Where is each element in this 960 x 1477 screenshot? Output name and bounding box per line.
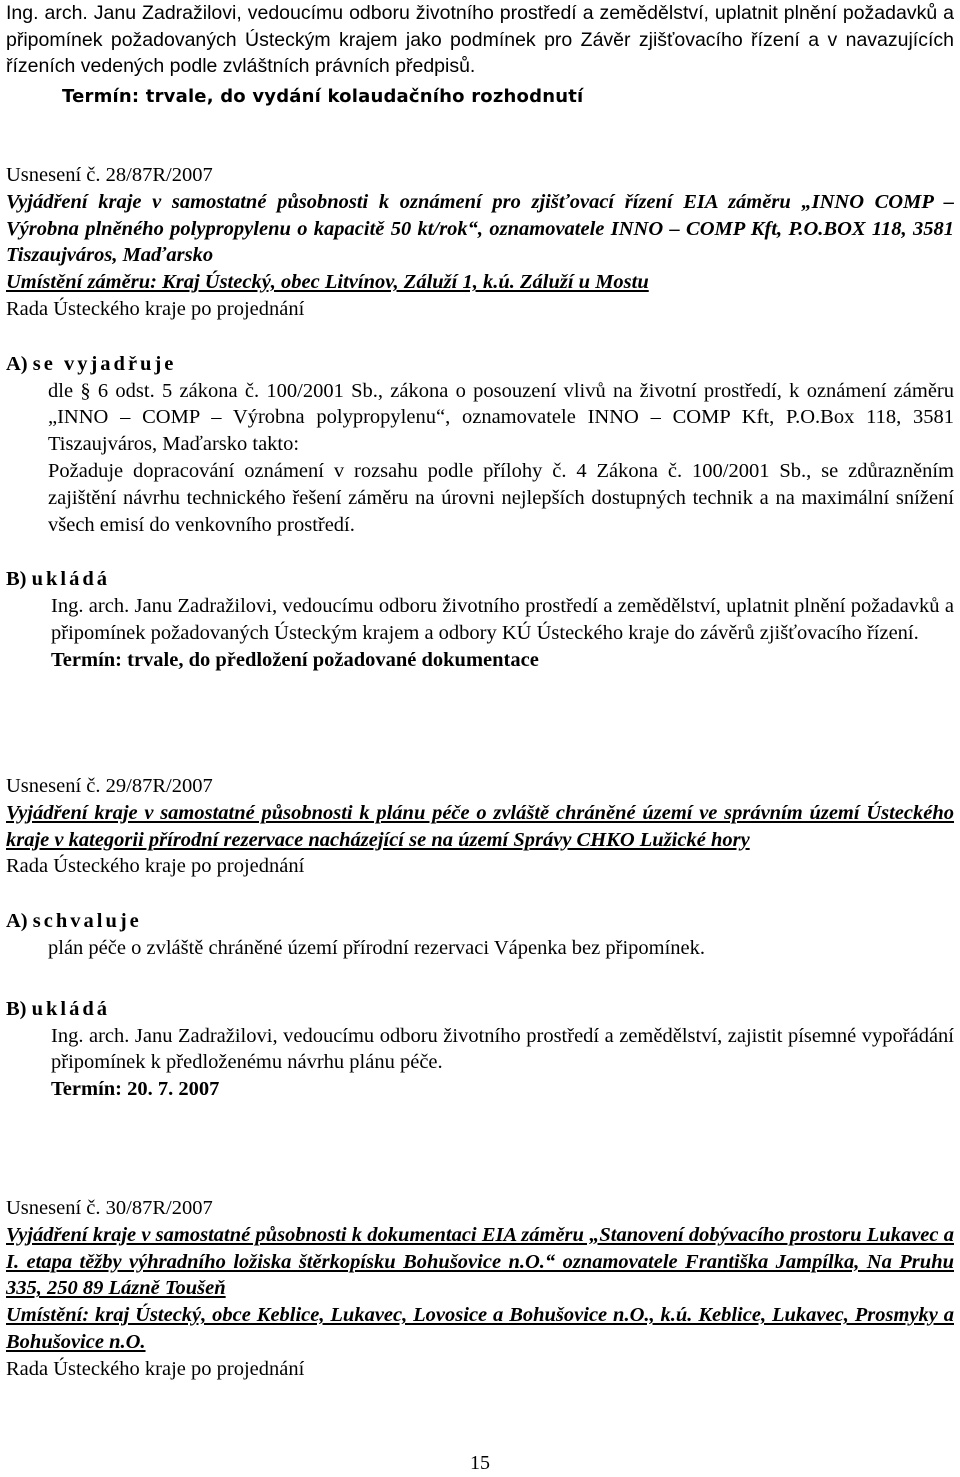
section-a-text: dle § 6 odst. 5 zákona č. 100/2001 Sb., zákona o posouzení vlivů na životní prostředí, k oznámení záměru „INNO – COMP – Výrobna polypropylenu“, oznamovatele INNO – COMP Kft, P.O.Box 118, 3581 Tiszaujváros, Maďarsko takto: [48, 379, 954, 456]
section-b-deadline: Termín: trvale, do předložení požadované dokumentace [51, 648, 539, 671]
council-line: Rada Ústeckého kraje po projednání [6, 855, 305, 878]
section-b-label: B) [6, 568, 27, 591]
resolution-label: Usnesení č. [6, 775, 101, 797]
resolution-30 [6, 1195, 954, 1383]
resolution-title: Vyjádření kraje v samostatné působnosti k oznámení pro zjišťovací řízení EIA záměru „INNO COMP – Výrobna plněného polypropylenu o kapacitě 50 kt/rok“, oznamovatele INNO – COMP Kft, P.O.BOX 118, 3581 Tiszaujváros, Maďarsko [6, 190, 954, 267]
resolution-label: Usnesení č. [6, 164, 101, 186]
section-a-label: A) [6, 352, 28, 375]
resolution-number: 30/87R/2007 [105, 1197, 213, 1219]
resolution-28 [6, 162, 954, 674]
resolution-location: Umístění: kraj Ústecký, obce Keblice, Lukavec, Lovosice a Bohušovice n.O., k.ú. Keblice, Lukavec, Prosmyky a Bohušovice n.O. [6, 1304, 954, 1353]
resolution-29 [6, 773, 954, 1103]
intro-text: Ing. arch. Janu Zadražilovi, vedoucímu odboru životního prostředí a zemědělství, uplatnit plnění požadavků a připomínek požadovaných Ústeckým krajem jako podmínek pro Závěr zjišťovacího řízení a v navazujících řízeních vedených podle zvláštních právních předpisů. [6, 2, 954, 77]
resolution-title: Vyjádření kraje v samostatné působnosti k plánu péče o zvláště chráněné území ve správním území Ústeckého kraje v kategorii přírodní rezervace nacházející se na území Správy CHKO Lužické hory [6, 801, 954, 851]
section-b-deadline: Termín: 20. 7. 2007 [51, 1078, 220, 1101]
section-b-text: Ing. arch. Janu Zadražilovi, vedoucímu odboru životního prostředí a zemědělství, zajistit písemné vypořádání připomínek k předloženému návrhu plánu péče. [51, 1024, 954, 1074]
intro-deadline: Termín: trvale, do vydání kolaudačního rozhodnutí [62, 86, 584, 107]
section-a-verb: se vyjadřuje [32, 352, 177, 375]
section-b-verb: ukládá [31, 568, 111, 591]
section-b-text: Ing. arch. Janu Zadražilovi, vedoucímu odboru životního prostředí a zemědělství, uplatnit plnění požadavků a připomínek požadovaných Ústeckým krajem a odbory KÚ Ústeckého kraje do závěrů zjišťovacího řízení. [51, 595, 954, 644]
section-b-verb: ukládá [31, 997, 111, 1020]
resolution-location: Umístění záměru: Kraj Ústecký, obec Litvínov, Záluží 1, k.ú. Záluží u Mostu [6, 271, 649, 294]
section-a-text-2: Požaduje dopracování oznámení v rozsahu podle přílohy č. 4 Zákona č. 100/2001 Sb., se zdůrazněním zajištění návrhu technického řešení záměru na úrovni nejlepších dostupných technik a na maximální snížení všech emisí do venkovního prostředí. [48, 459, 954, 536]
resolution-label: Usnesení č. [6, 1197, 101, 1219]
section-a-verb: schvaluje [32, 910, 142, 933]
resolution-number: 29/87R/2007 [105, 775, 213, 797]
section-a-label: A) [6, 910, 28, 933]
section-a-text: plán péče o zvláště chráněné území přírodní rezervaci Vápenka bez připomínek. [48, 936, 706, 959]
resolution-title: Vyjádření kraje v samostatné působnosti k dokumentaci EIA záměru „Stanovení dobývacího prostoru Lukavec a I. etapa těžby výhradního ložiska štěrkopísku Bohušovice n.O.“ oznamovatele Františka Jampílka, Na Pruhu 335, 250 89 Lázně Toušeň [6, 1223, 954, 1300]
council-line: Rada Ústeckého kraje po projednání [6, 297, 305, 320]
section-b-label: B) [6, 997, 27, 1020]
council-line: Rada Ústeckého kraje po projednání [6, 1357, 305, 1380]
page-number: 15 [470, 1452, 490, 1474]
resolution-number: 28/87R/2007 [105, 164, 213, 186]
